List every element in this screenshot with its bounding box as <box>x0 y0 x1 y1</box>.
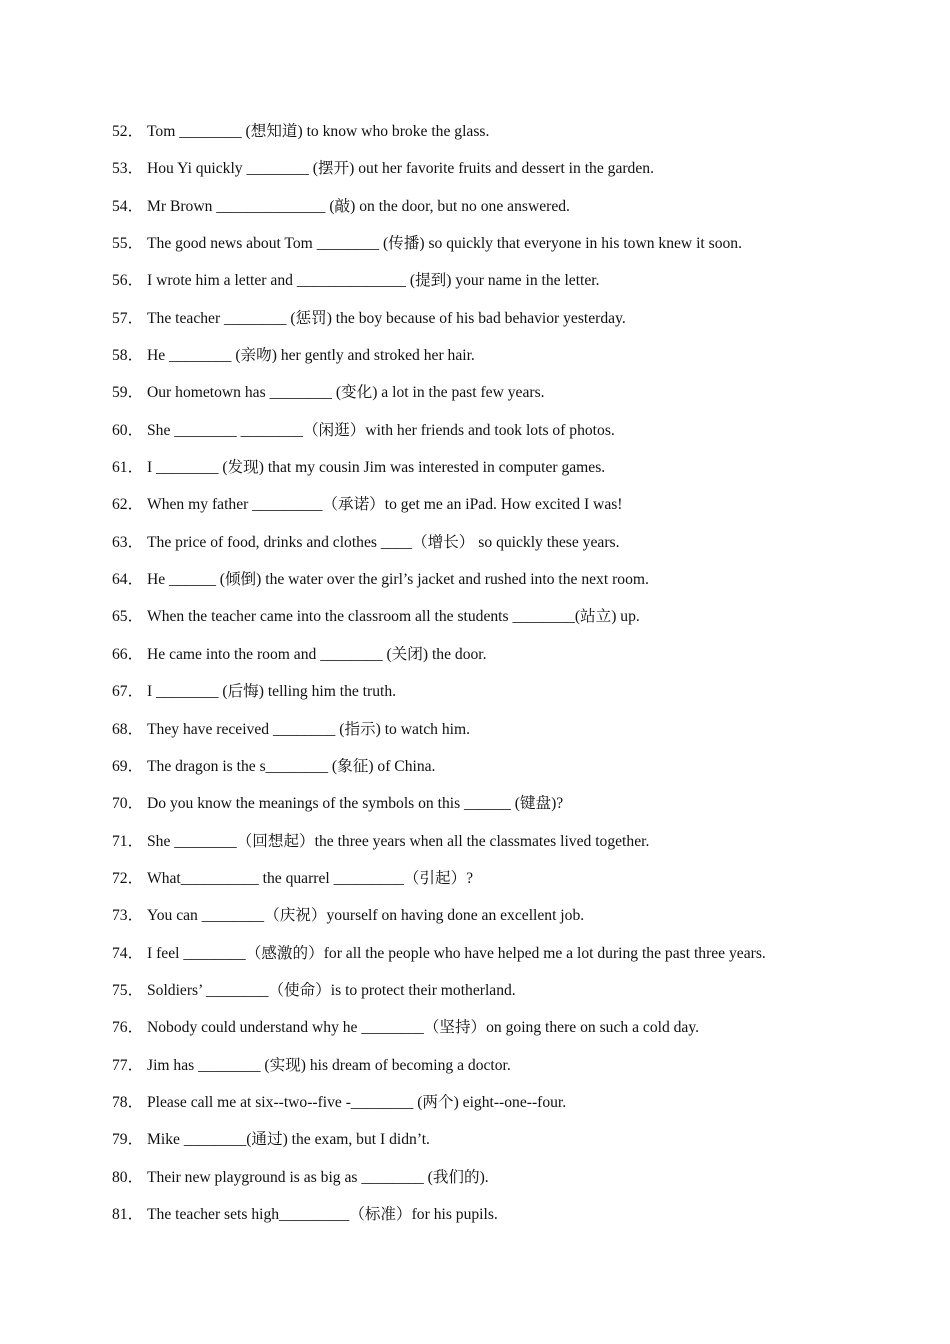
exercise-item <box>112 1013 892 1050</box>
exercise-item <box>112 565 892 602</box>
exercise-item <box>112 229 892 266</box>
exercise-item <box>112 528 892 565</box>
exercise-text: The good news about Tom ________ (传播) so quickly that everyone in his town knew it soon. <box>147 235 743 253</box>
exercise-text: She ________ ________（闲逛）with her friends and took lots of photos. <box>147 421 615 439</box>
exercise-number: 53． <box>112 160 144 178</box>
exercise-item <box>112 1088 892 1125</box>
exercise-number: 81． <box>112 1205 144 1223</box>
exercise-item <box>112 378 892 415</box>
exercise-number: 62． <box>112 496 144 514</box>
exercise-number: 54． <box>112 197 144 215</box>
exercise-item <box>112 939 892 976</box>
exercise-text: Hou Yi quickly ________ (摆开) out her favorite fruits and dessert in the garden. <box>147 160 654 178</box>
exercise-item <box>112 341 892 378</box>
exercise-text: Jim has ________ (实现) his dream of becoming a doctor. <box>147 1056 511 1074</box>
exercise-item <box>112 490 892 527</box>
exercise-number: 65． <box>112 608 144 626</box>
exercise-text: Our hometown has ________ (变化) a lot in the past few years. <box>147 384 545 402</box>
exercise-number: 66． <box>112 645 144 663</box>
exercise-number: 61． <box>112 459 144 477</box>
exercise-item <box>112 640 892 677</box>
exercise-number: 60． <box>112 421 144 439</box>
exercise-text: Tom ________ (想知道) to know who broke the glass. <box>147 123 490 140</box>
exercise-text: The price of food, drinks and clothes ____（增长） so quickly these years. <box>147 533 620 551</box>
exercise-number: 59． <box>112 384 144 402</box>
exercise-text: You can ________（庆祝）yourself on having done an excellent job. <box>147 907 585 925</box>
exercise-number: 76． <box>112 1019 144 1037</box>
exercise-text: I ________ (发现) that my cousin Jim was interested in computer games. <box>147 459 606 477</box>
exercise-text: Soldiers’ ________（使命）is to protect their motherland. <box>147 981 516 999</box>
exercise-item <box>112 715 892 752</box>
exercise-text: They have received ________ (指示) to watch him. <box>147 720 471 738</box>
exercise-number: 69． <box>112 757 144 775</box>
exercise-number: 77． <box>112 1056 144 1074</box>
exercise-number: 75． <box>112 981 144 999</box>
exercise-text: She ________（回想起）the three years when all the classmates lived together. <box>147 832 650 850</box>
exercise-number: 64． <box>112 571 144 589</box>
exercise-number: 80． <box>112 1168 144 1186</box>
exercise-item <box>112 827 892 864</box>
exercise-text: Mr Brown ______________ (敲) on the door, but no one answered. <box>147 197 570 215</box>
exercise-item <box>112 117 892 154</box>
exercise-number: 67． <box>112 683 144 701</box>
exercise-item <box>112 192 892 229</box>
exercise-item <box>112 602 892 639</box>
exercise-text: I feel ________（感激的）for all the people who have helped me a lot during the past three years. <box>147 944 766 962</box>
exercise-item <box>112 752 892 789</box>
exercise-item <box>112 677 892 714</box>
exercise-number: 74． <box>112 944 144 962</box>
exercise-number: 72． <box>112 869 144 887</box>
exercise-item <box>112 1051 892 1088</box>
exercise-number: 56． <box>112 272 144 290</box>
exercise-number: 73． <box>112 907 144 925</box>
exercise-number: 63． <box>112 533 144 551</box>
exercise-text: Their new playground is as big as ________ (我们的). <box>147 1168 489 1186</box>
exercise-item <box>112 976 892 1013</box>
exercise-item <box>112 416 892 453</box>
exercise-list <box>112 117 892 1237</box>
exercise-number: 79． <box>112 1131 144 1149</box>
exercise-text: When my father _________（承诺）to get me an iPad. How excited I was! <box>147 496 623 514</box>
exercise-text: He ______ (倾倒) the water over the girl’s jacket and rushed into the next room. <box>147 571 649 589</box>
exercise-number: 78． <box>112 1093 144 1111</box>
exercise-item <box>112 304 892 341</box>
exercise-item <box>112 266 892 303</box>
exercise-item <box>112 1200 892 1237</box>
exercise-text: What__________ the quarrel _________（引起）? <box>147 869 474 887</box>
exercise-text: Mike ________(通过) the exam, but I didn’t. <box>147 1131 430 1149</box>
exercise-number: 57． <box>112 309 144 327</box>
exercise-text: Nobody could understand why he ________（坚持）on going there on such a cold day. <box>147 1019 700 1037</box>
exercise-number: 55． <box>112 235 144 253</box>
exercise-text: When the teacher came into the classroom all the students ________(站立) up. <box>147 608 640 626</box>
exercise-text: I wrote him a letter and ______________ (提到) your name in the letter. <box>147 272 600 290</box>
exercise-text: I ________ (后悔) telling him the truth. <box>147 683 397 701</box>
exercise-item <box>112 1125 892 1162</box>
exercise-text: He came into the room and ________ (关闭) the door. <box>147 645 487 663</box>
exercise-text: The teacher sets high_________（标准）for his pupils. <box>147 1205 498 1223</box>
exercise-number: 68． <box>112 720 144 738</box>
exercise-text: The dragon is the s________ (象征) of China. <box>147 757 436 775</box>
exercise-text: Please call me at six--two--five -________ (两个) eight--one--four. <box>147 1093 567 1111</box>
exercise-number: 71． <box>112 832 144 850</box>
exercise-text: Do you know the meanings of the symbols on this ______ (键盘)? <box>147 795 564 813</box>
exercise-item <box>112 901 892 938</box>
exercise-item <box>112 453 892 490</box>
exercise-number: 70． <box>112 795 144 813</box>
exercise-number: 52． <box>112 123 144 140</box>
exercise-item <box>112 789 892 826</box>
exercise-number: 58． <box>112 347 144 365</box>
exercise-item <box>112 154 892 191</box>
exercise-text: He ________ (亲吻) her gently and stroked her hair. <box>147 347 475 365</box>
exercise-item <box>112 1163 892 1200</box>
exercise-text: The teacher ________ (惩罚) the boy because of his bad behavior yesterday. <box>147 309 626 327</box>
exercise-item <box>112 864 892 901</box>
